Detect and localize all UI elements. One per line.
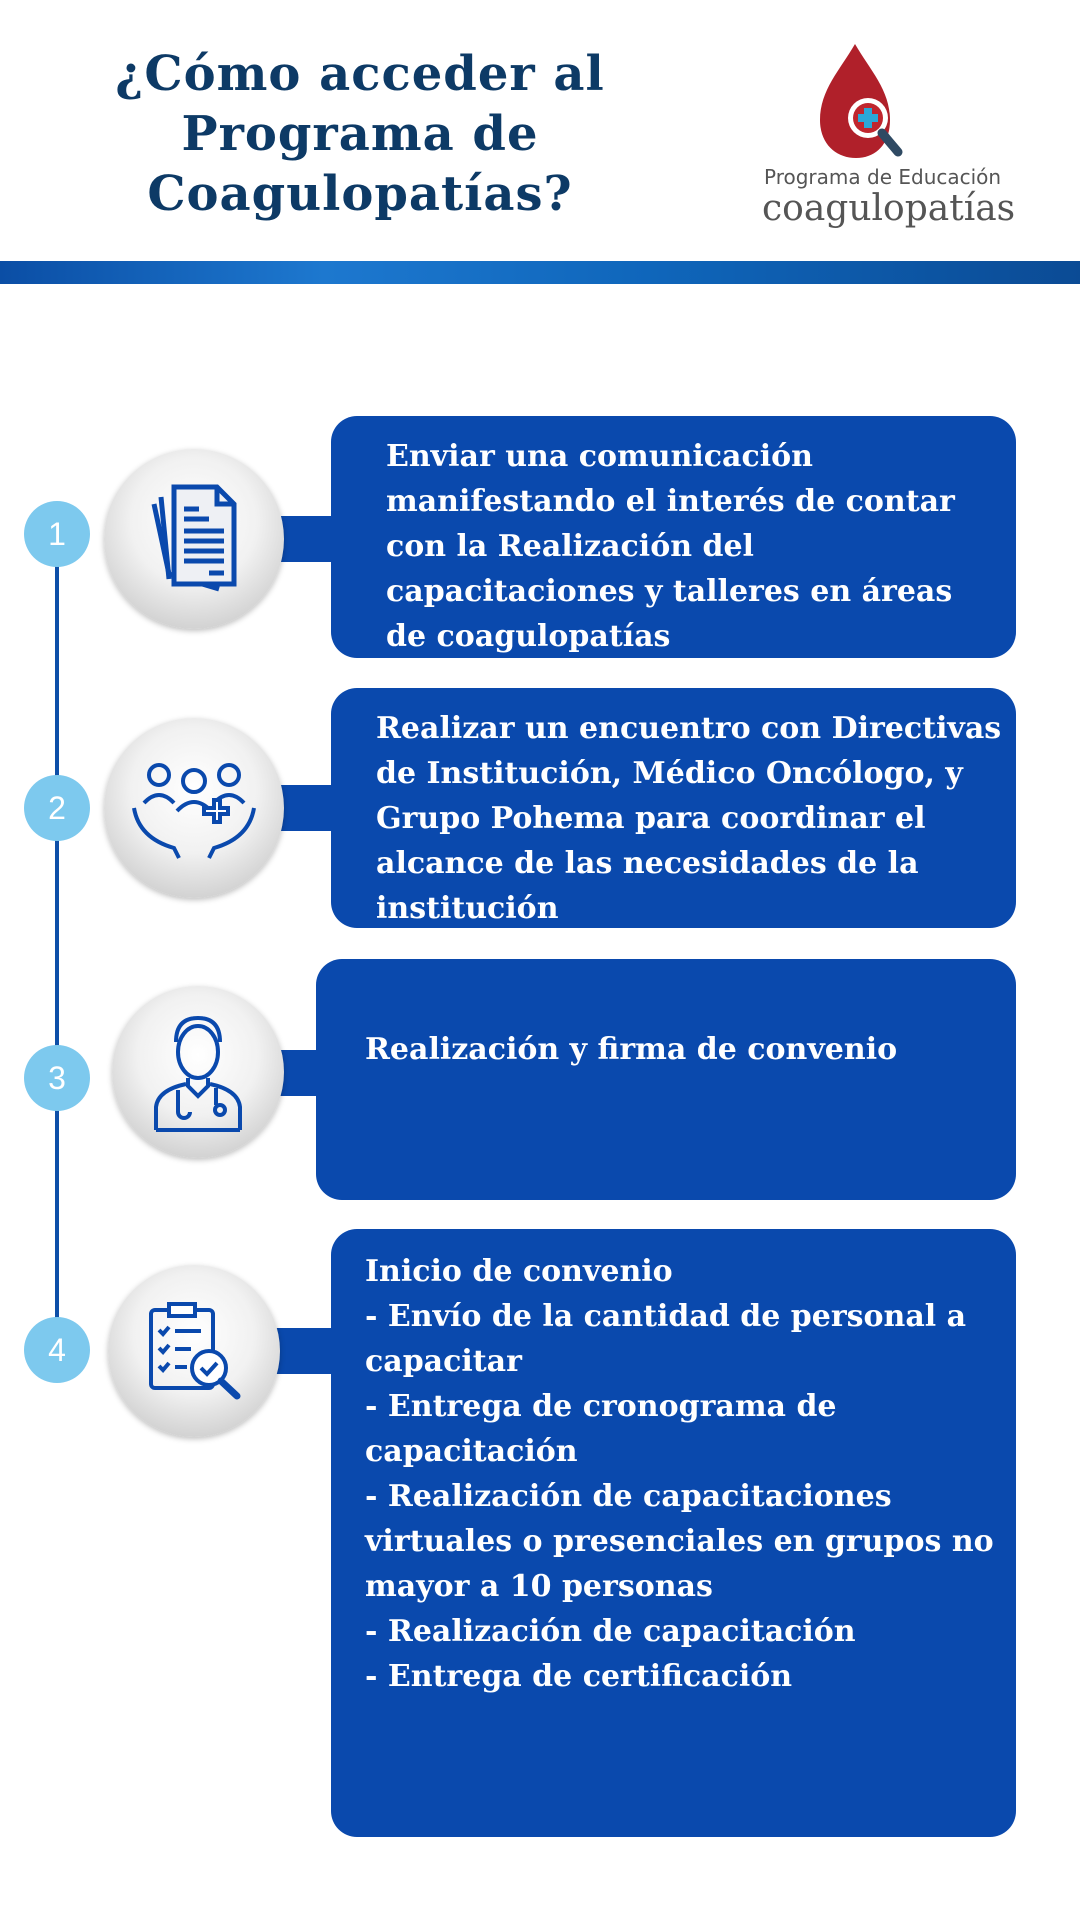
documents-icon bbox=[104, 449, 284, 629]
connector bbox=[270, 1328, 340, 1374]
step-line: con la Realización del bbox=[386, 529, 754, 564]
step-line: capacitar bbox=[365, 1344, 522, 1379]
team-care-icon bbox=[104, 718, 284, 898]
step-line: - Realización de capacitación bbox=[365, 1614, 856, 1649]
header-band bbox=[0, 261, 1080, 284]
step-line: de coagulopatías bbox=[386, 619, 671, 654]
step-number-1: 1 bbox=[24, 501, 90, 567]
logo-subtitle: Programa de Educación bbox=[764, 165, 1002, 189]
step-line: institución bbox=[376, 891, 559, 926]
step-line: manifestando el interés de contar bbox=[386, 484, 955, 519]
step-line: - Entrega de certificación bbox=[365, 1659, 793, 1694]
step-line: Realizar un encuentro con Directivas bbox=[376, 711, 1002, 746]
step-line: alcance de las necesidades de la bbox=[376, 846, 919, 881]
step-line: - Realización de capacitaciones bbox=[365, 1479, 892, 1514]
page-title bbox=[60, 44, 660, 224]
step-line: - Envío de la cantidad de personal a bbox=[365, 1299, 967, 1334]
timeline-line bbox=[55, 534, 59, 1350]
step-line: - Entrega de cronograma de bbox=[365, 1389, 837, 1424]
checklist-search-icon bbox=[108, 1265, 280, 1437]
title-line: Coagulopatías? bbox=[147, 166, 573, 222]
step-text-2 bbox=[376, 706, 1001, 931]
step-line: Realización y firma de convenio bbox=[365, 1032, 898, 1067]
step-number-4: 4 bbox=[24, 1317, 90, 1383]
step-text-4 bbox=[365, 1249, 994, 1699]
title-line: ¿Cómo acceder al bbox=[115, 46, 605, 102]
step-line: mayor a 10 personas bbox=[365, 1569, 713, 1604]
program-logo bbox=[740, 40, 1060, 240]
step-line: capacitaciones y talleres en áreas bbox=[386, 574, 953, 609]
logo-name: coagulopatías bbox=[762, 188, 1016, 229]
step-number-2: 2 bbox=[24, 775, 90, 841]
step-text-3 bbox=[365, 1027, 897, 1072]
step-box-3 bbox=[316, 959, 1016, 1200]
step-line: Enviar una comunicación bbox=[386, 439, 813, 474]
step-number-3: 3 bbox=[24, 1045, 90, 1111]
title-line: Programa de bbox=[181, 106, 539, 162]
step-line: capacitación bbox=[365, 1434, 578, 1469]
step-line: de Institución, Médico Oncólogo, y bbox=[376, 756, 963, 791]
blood-drop-magnifier-icon bbox=[740, 40, 1060, 165]
step-line: Grupo Pohema para coordinar el bbox=[376, 801, 926, 836]
step-line: virtuales o presenciales en grupos no bbox=[365, 1524, 994, 1559]
doctor-icon bbox=[112, 986, 284, 1158]
step-line: Inicio de convenio bbox=[365, 1254, 673, 1289]
step-text-1 bbox=[386, 434, 955, 659]
